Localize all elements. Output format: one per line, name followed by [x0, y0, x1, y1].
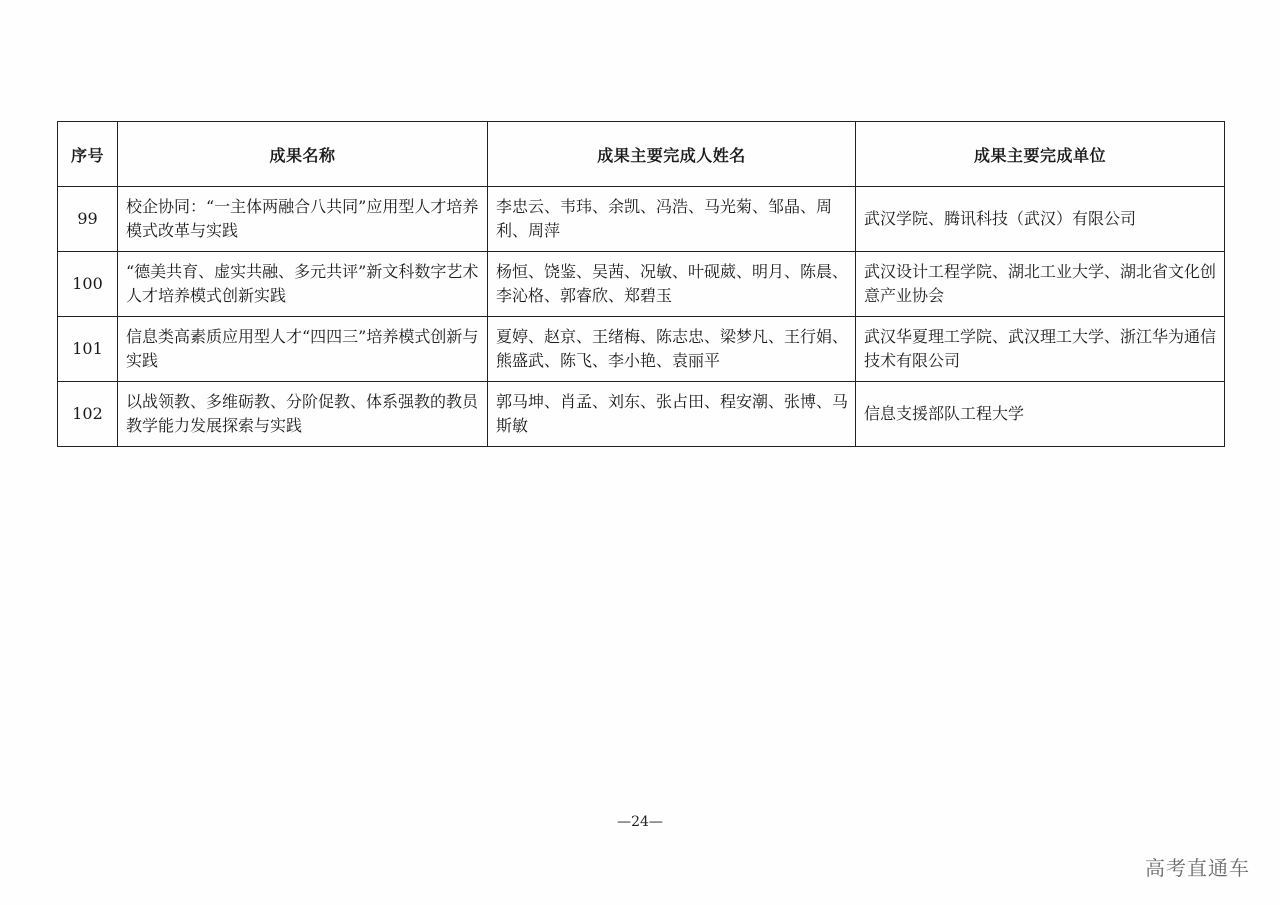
row-people: 郭马坤、肖孟、刘东、张占田、程安潮、张博、马斯敏 [488, 382, 856, 447]
watermark-text: 高考直通车 [1145, 856, 1250, 880]
row-index: 101 [58, 317, 118, 382]
table-row [58, 382, 1225, 447]
row-name: 校企协同：“一主体两融合八共同”应用型人才培养模式改革与实践 [118, 187, 488, 252]
header-units: 成果主要完成单位 [856, 122, 1225, 187]
results-table [57, 121, 1225, 447]
row-people: 杨恒、饶鉴、吴茜、况敏、叶砚葳、明月、陈晨、李沁格、郭睿欣、郑碧玉 [488, 252, 856, 317]
row-units: 武汉学院、腾讯科技（武汉）有限公司 [856, 187, 1225, 252]
table-row [58, 187, 1225, 252]
row-index: 102 [58, 382, 118, 447]
row-people: 李忠云、韦玮、余凯、冯浩、马光菊、邹晶、周利、周萍 [488, 187, 856, 252]
row-name: 以战领教、多维砺教、分阶促教、体系强教的教员教学能力发展探索与实践 [118, 382, 488, 447]
header-people: 成果主要完成人姓名 [488, 122, 856, 187]
row-index: 100 [58, 252, 118, 317]
header-name: 成果名称 [118, 122, 488, 187]
table-row [58, 317, 1225, 382]
table-row [58, 252, 1225, 317]
row-name: “德美共育、虚实共融、多元共评”新文科数字艺术人才培养模式创新实践 [118, 252, 488, 317]
row-index: 99 [58, 187, 118, 252]
page-number: —24— [617, 814, 663, 830]
row-name: 信息类高素质应用型人才“四四三”培养模式创新与实践 [118, 317, 488, 382]
table-header-row [58, 122, 1225, 187]
row-people: 夏婷、赵京、王绪梅、陈志忠、梁梦凡、王行娟、熊盛武、陈飞、李小艳、袁丽平 [488, 317, 856, 382]
header-index: 序号 [58, 122, 118, 187]
row-units: 武汉华夏理工学院、武汉理工大学、浙江华为通信技术有限公司 [856, 317, 1225, 382]
row-units: 武汉设计工程学院、湖北工业大学、湖北省文化创意产业协会 [856, 252, 1225, 317]
row-units: 信息支援部队工程大学 [856, 382, 1225, 447]
